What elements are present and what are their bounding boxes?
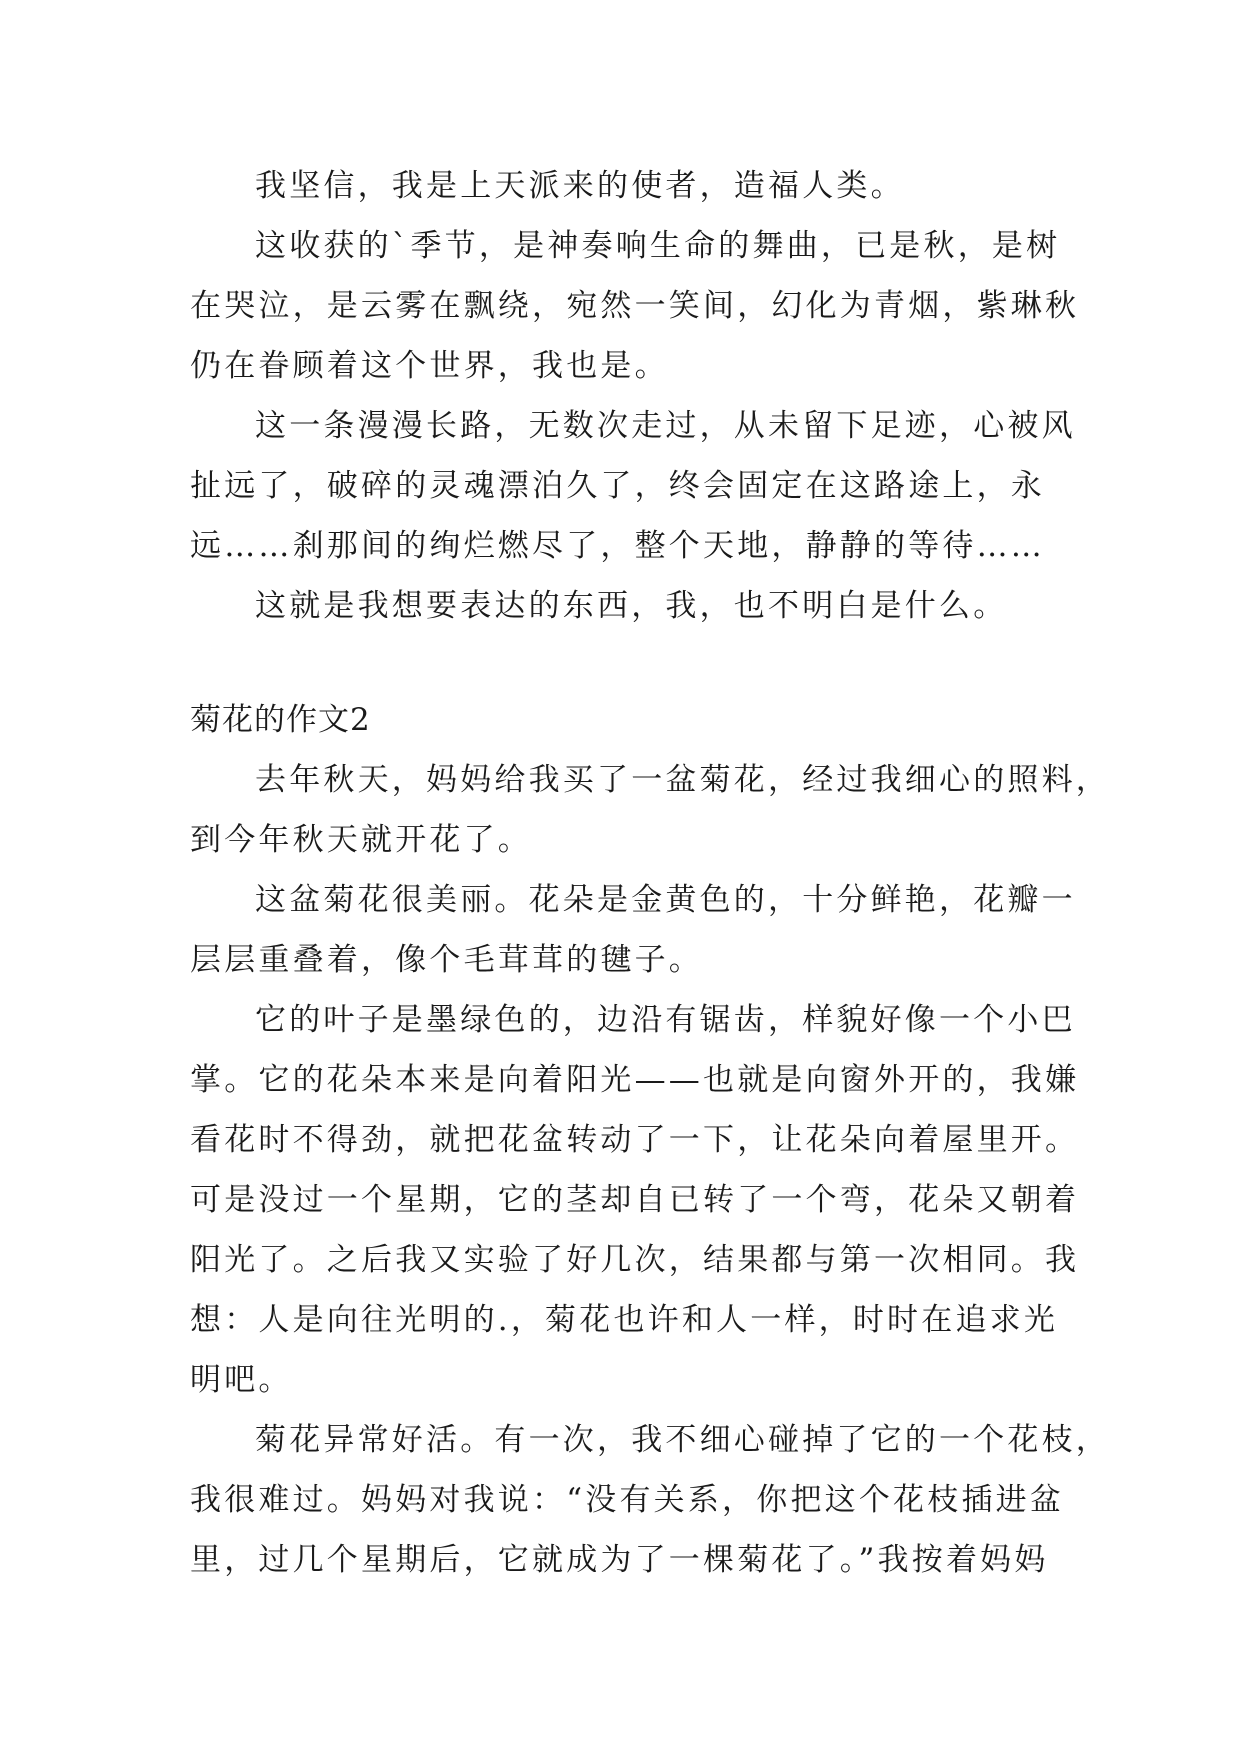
paragraph-line: 这收获的`季节，是神奏响生命的舞曲，已是秋，是树	[255, 228, 1061, 264]
paragraph-line: 明吧。	[190, 1362, 293, 1398]
paragraph-line: 去年秋天，妈妈给我买了一盆菊花，经过我细心的照料，	[255, 762, 1110, 798]
paragraph-line: 这就是我想要表达的东西，我，也不明白是什么。	[255, 588, 1008, 624]
section-heading: 菊花的作文2	[190, 702, 371, 738]
paragraph-line: 这一条漫漫长路，无数次走过，从未留下足迹，心被风	[255, 408, 1076, 444]
paragraph-line: 我很难过。妈妈对我说：“没有关系，你把这个花枝插进盆	[190, 1482, 1065, 1518]
paragraph-line: 可是没过一个星期，它的茎却自已转了一个弯，花朵又朝着	[190, 1182, 1080, 1218]
paragraph-line: 阳光了。之后我又实验了好几次，结果都与第一次相同。我	[190, 1242, 1080, 1278]
paragraph-line: 到今年秋天就开花了。	[190, 822, 532, 858]
paragraph-line: 层层重叠着，像个毛茸茸的毽子。	[190, 942, 703, 978]
paragraph-line: 掌。它的花朵本来是向着阳光——也就是向窗外开的，我嫌	[190, 1062, 1080, 1098]
paragraph-line: 里，过几个星期后，它就成为了一棵菊花了。”我按着妈妈	[190, 1542, 1049, 1578]
paragraph-line: 想：人是向往光明的.，菊花也许和人一样，时时在追求光	[190, 1302, 1059, 1338]
paragraph-line: 远……刹那间的绚烂燃尽了，整个天地，静静的等待……	[190, 528, 1045, 564]
paragraph-line: 它的叶子是墨绿色的，边沿有锯齿，样貌好像一个小巴	[255, 1002, 1076, 1038]
paragraph-line: 看花时不得劲，就把花盆转动了一下，让花朵向着屋里开。	[190, 1122, 1080, 1158]
paragraph-line: 这盆菊花很美丽。花朵是金黄色的，十分鲜艳，花瓣一	[255, 882, 1076, 918]
paragraph-line: 我坚信，我是上天派来的使者，造福人类。	[255, 168, 905, 204]
paragraph-line: 扯远了，破碎的灵魂漂泊久了，终会固定在这路途上，永	[190, 468, 1045, 504]
paragraph-line: 菊花异常好活。有一次，我不细心碰掉了它的一个花枝，	[255, 1422, 1110, 1458]
paragraph-line: 在哭泣，是云雾在飘绕，宛然一笑间，幻化为青烟，紫琳秋	[190, 288, 1080, 324]
paragraph-line: 仍在眷顾着这个世界，我也是。	[190, 348, 669, 384]
